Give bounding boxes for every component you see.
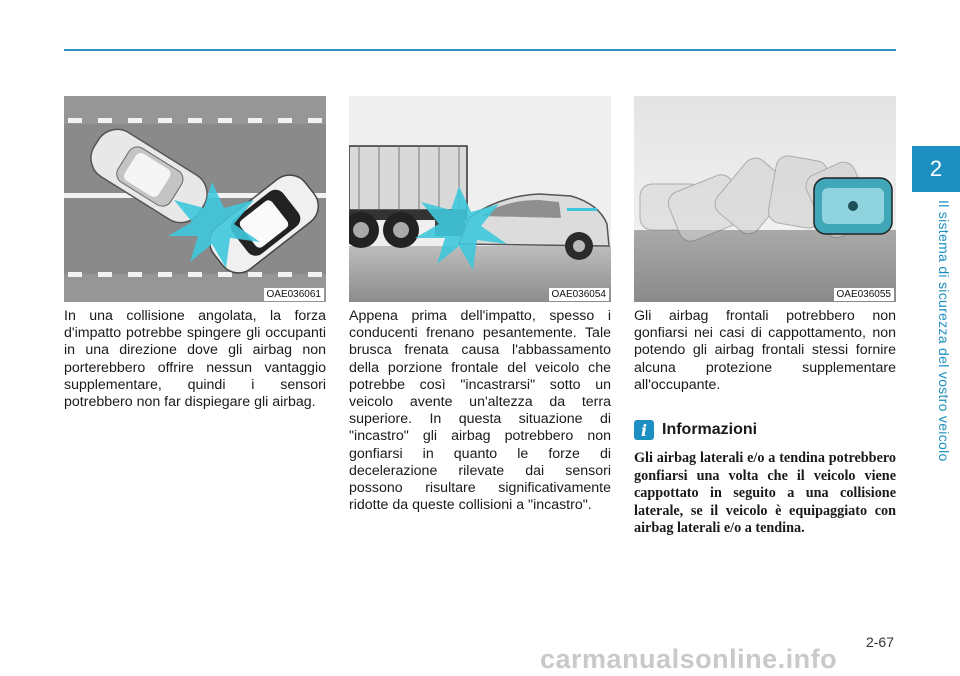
watermark: carmanualsonline.info — [540, 644, 838, 674]
figure-rollover — [634, 96, 896, 302]
figure-code: OAE036054 — [549, 288, 610, 301]
angled-collision-illustration — [64, 96, 326, 302]
figure-code: OAE036055 — [834, 288, 895, 301]
body-paragraph: In una collisione angolata, la forza d'impatto potrebbe spingere gli occupanti in una direzione dove gli airbag non porterebbero offrire nessun vantaggio supplementare, quindi i sensori potrebbero non far dispiegare gli airbag. — [64, 308, 326, 411]
header-rule — [64, 49, 896, 51]
rollover-illustration — [634, 96, 896, 302]
figure-angled-collision — [64, 96, 326, 302]
body-paragraph: Gli airbag frontali potrebbero non gonfiarsi nei casi di cappottamento, non potendo gli airbag frontali stessi fornire alcuna protezione supplementare all'occupante. — [634, 308, 896, 393]
info-header — [634, 420, 896, 440]
figure-code: OAE036061 — [264, 288, 325, 301]
info-text: Gli airbag laterali e/o a tendina potrebbero gonfiarsi una volta che il veicolo viene cappottato in seguito a una collisione laterale, se il veicolo è equipaggiato con airbag laterali e/o a tendina. — [634, 450, 896, 537]
chapter-number: 2 — [929, 156, 943, 181]
chapter-title: Il sistema di sicurezza del vostro veicolo — [936, 200, 952, 462]
info-title: Informazioni — [662, 421, 758, 439]
column-2 — [349, 308, 611, 514]
body-paragraph: Appena prima dell'impatto, spesso i conducenti frenano pesantemente. Tale brusca frenata causa l'abbassamento della porzione frontale del veicolo che potrebbe così "incastrarsi" sotto un veicolo avente un'altezza da terra superiore. In questa situazione di "incastro" gli airbag potrebbero non gonfiarsi in quanto le forze di decelerazione rilevate dai sensori possono risultare significativamente ridotte da queste collisioni a "incastro". — [349, 308, 611, 514]
column-3 — [634, 308, 896, 538]
page-number: 2-67 — [865, 634, 894, 650]
figure-underride-collision — [349, 96, 611, 302]
chapter-tab[interactable] — [912, 146, 960, 192]
info-icon: i — [634, 420, 654, 440]
under-ride-collision-illustration — [349, 96, 611, 302]
column-1 — [64, 308, 326, 411]
